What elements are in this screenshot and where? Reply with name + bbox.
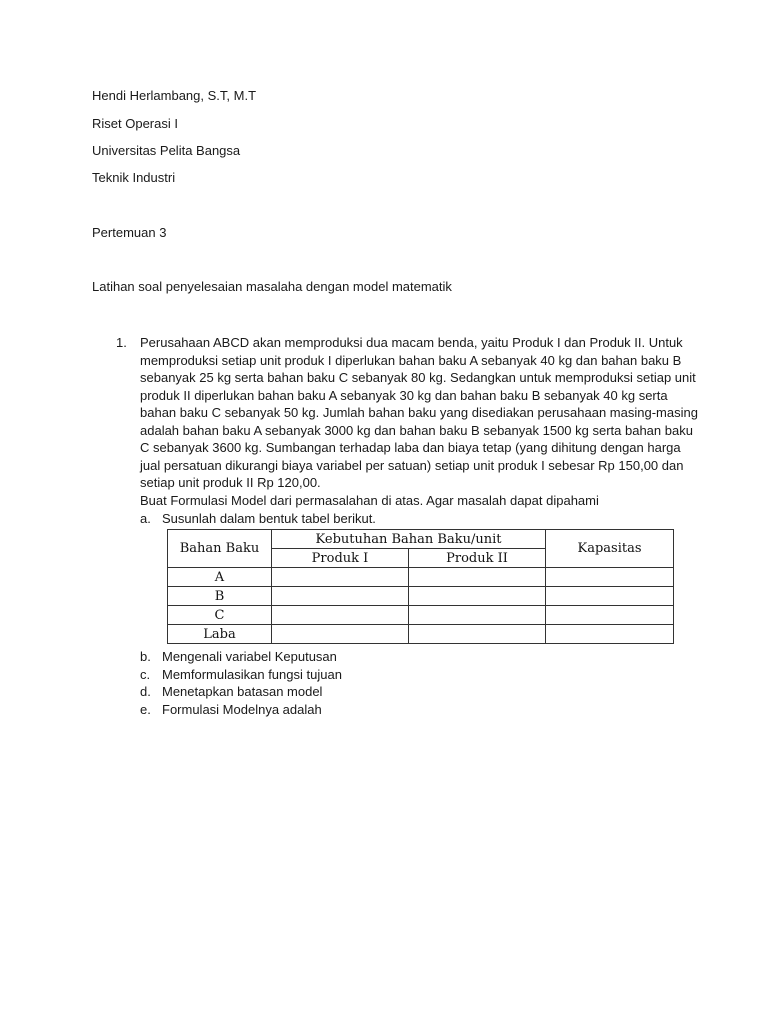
question-line: C sebanyak 3600 kg. Sumbangan terhadap laba dan biaya tetap (yang dihitung dengan harga [140,440,681,455]
table-cell [409,625,546,644]
question-line: Perusahaan ABCD akan memproduksi dua macam benda, yaitu Produk I dan Produk II. Untuk [140,335,683,350]
sub-item-letter: b. [140,649,151,664]
sub-item-e [140,701,322,718]
sub-item-text: Formulasi Modelnya adalah [162,702,322,717]
sub-item-text: Memformulasikan fungsi tujuan [162,667,342,682]
table-cell [272,625,409,644]
table-row [168,587,674,606]
sub-item-text: Susunlah dalam bentuk tabel berikut. [162,511,376,526]
raw-material-table [167,529,674,644]
table-cell [409,587,546,606]
sub-item-text: Mengenali variabel Keputusan [162,649,337,664]
question-line: memproduksi setiap unit produk I diperlukan bahan baku A sebanyak 40 kg dan bahan baku B [140,352,682,368]
sub-item-letter: d. [140,684,151,699]
row-label-laba: Laba [168,625,272,644]
sub-item-letter: e. [140,702,151,717]
question-text [140,334,698,509]
row-label-b: B [168,587,272,606]
header-kebutuhan: Kebutuhan Bahan Baku/unit [272,530,546,549]
question-line: produk II diperlukan bahan baku A sebanyak 30 kg dan bahan baku B sebanyak 40 kg serta [140,387,668,403]
row-label-a: A [168,568,272,587]
table-cell [272,568,409,587]
question-line: bahan baku C sebanyak 50 kg. Jumlah bahan baku yang disediakan perusahaan masing-masing [140,405,698,420]
table-row [168,625,674,644]
sub-item-c [140,666,342,683]
question-line: setiap unit produk II Rp 120,00. [140,475,321,490]
sub-item-d [140,683,322,700]
question-line: Buat Formulasi Model dari permasalahan di atas. Agar masalah dapat dipahami [140,492,599,508]
author-name: Hendi Herlambang, S.T, M.T [92,88,257,103]
table-cell [546,568,674,587]
sub-item-letter: c. [140,667,151,682]
header-kapasitas: Kapasitas [546,530,674,568]
table-row [168,606,674,625]
header-produk-1: Produk I [272,549,409,568]
question-line: adalah bahan baku A sebanyak 3000 kg dan bahan baku B sebanyak 1500 kg serta bahan baku [140,422,693,438]
question-number: 1. [116,335,127,350]
row-label-c: C [168,606,272,625]
table-cell [546,587,674,606]
header-bahan-baku: Bahan Baku [168,530,272,568]
question-line: jual persatuan dikurangi biaya variabel per satuan) setiap unit produk I sebesar Rp 150,00 dan [140,457,684,473]
question-line: sebanyak 25 kg serta bahan baku C sebanyak 80 kg. Sedangkan untuk memproduksi setiap unit [140,370,696,385]
sub-item-text: Menetapkan batasan model [162,684,323,699]
table-cell [546,606,674,625]
sub-item-letter: a. [140,511,151,526]
sub-item-b [140,648,337,665]
course-name: Riset Operasi I [92,116,178,131]
topic-title: Latihan soal penyelesaian masalaha dengan model matematik [92,279,452,294]
sub-item-a [140,510,376,527]
department-name: Teknik Industri [92,170,176,185]
table-cell [546,625,674,644]
table-cell [272,606,409,625]
header-produk-2: Produk II [409,549,546,568]
table-cell [272,587,409,606]
table-row [168,568,674,587]
meeting-label: Pertemuan 3 [92,225,167,240]
university-name: Universitas Pelita Bangsa [92,143,241,158]
table-cell [409,606,546,625]
table-cell [409,568,546,587]
